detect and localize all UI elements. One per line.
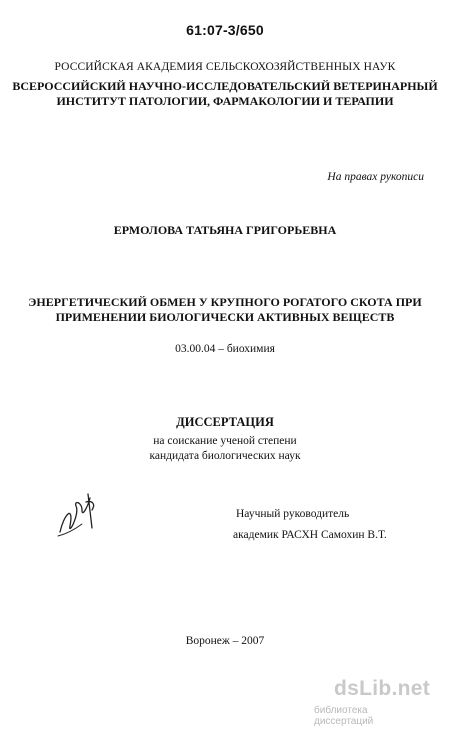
dslib-watermark (314, 677, 444, 725)
degree-line-2: кандидата биологических наук (149, 450, 301, 462)
archive-stamp-code: 61:07-3/650 (186, 22, 264, 38)
academy-name: РОССИЙСКАЯ АКАДЕМИЯ СЕЛЬСКОХОЗЯЙСТВЕННЫХ НАУК (54, 61, 396, 73)
document-type: ДИССЕРТАЦИЯ (176, 415, 274, 429)
handwritten-signature (52, 484, 102, 544)
institute-name (0, 79, 450, 109)
title-line-1: ЭНЕРГЕТИЧЕСКИЙ ОБМЕН У КРУПНОГО РОГАТОГО СКОТА ПРИ (28, 295, 422, 309)
institute-line-1: ВСЕРОССИЙСКИЙ НАУЧНО-ИССЛЕДОВАТЕЛЬСКИЙ ВЕТЕРИНАРНЫЙ (12, 79, 438, 93)
watermark-logo: dsLib.net (333, 677, 430, 700)
specialty-code: 03.00.04 – биохимия (175, 343, 275, 355)
author-name: ЕРМОЛОВА ТАТЬЯНА ГРИГОРЬЕВНА (113, 223, 337, 237)
degree-line-1: на соискание ученой степени (153, 435, 297, 447)
manuscript-rights-note: На правах рукописи (327, 171, 424, 183)
dissertation-title (0, 295, 450, 325)
watermark-subtitle: библиотека диссертаций (314, 705, 374, 727)
degree-sought (0, 434, 450, 464)
title-line-2: ПРИМЕНЕНИИ БИОЛОГИЧЕСКИ АКТИВНЫХ ВЕЩЕСТВ (55, 310, 395, 324)
supervisor-name: академик РАСХН Самохин В.Т. (233, 529, 387, 541)
institute-line-2: ИНСТИТУТ ПАТОЛОГИИ, ФАРМАКОЛОГИИ И ТЕРАПИИ (56, 94, 394, 108)
place-and-year: Воронеж – 2007 (185, 635, 265, 647)
supervisor-label: Научный руководитель (236, 508, 350, 520)
